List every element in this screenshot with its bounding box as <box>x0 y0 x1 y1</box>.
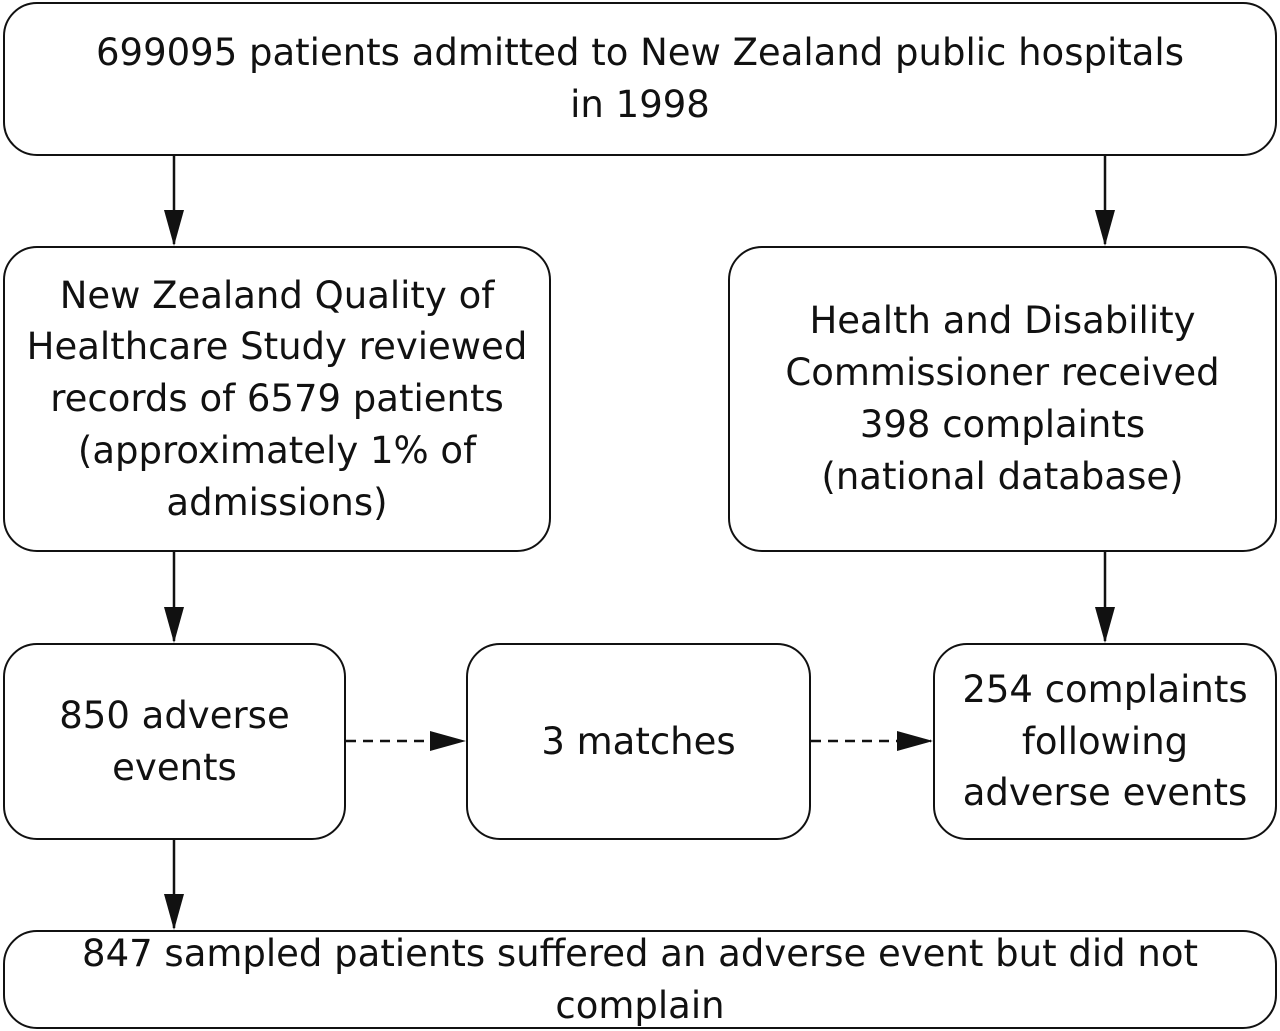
node-commissioner-complaints-label: Health and Disability Commissioner received 398 complaints (national database) <box>785 299 1220 498</box>
node-complaints-following-adverse-events-label: 254 complaints following adverse events <box>962 667 1248 815</box>
node-admitted-patients <box>3 2 1277 156</box>
node-commissioner-complaints <box>728 246 1277 552</box>
node-sampled-patients-no-complaint-label: 847 sampled patients suffered an adverse event but did not complain <box>82 931 1198 1027</box>
node-quality-study <box>3 246 551 552</box>
node-matches-label: 3 matches <box>541 719 736 763</box>
node-matches <box>466 643 811 840</box>
node-complaints-following-adverse-events <box>933 643 1277 840</box>
node-adverse-events-label: 850 adverse events <box>59 693 290 789</box>
node-adverse-events <box>3 643 346 840</box>
node-admitted-patients-label: 699095 patients admitted to New Zealand public hospitals in 1998 <box>96 31 1184 126</box>
node-sampled-patients-no-complaint <box>3 930 1277 1029</box>
node-quality-study-label: New Zealand Quality of Healthcare Study reviewed records of 6579 patients (approximately 1% of admissions) <box>26 273 528 524</box>
